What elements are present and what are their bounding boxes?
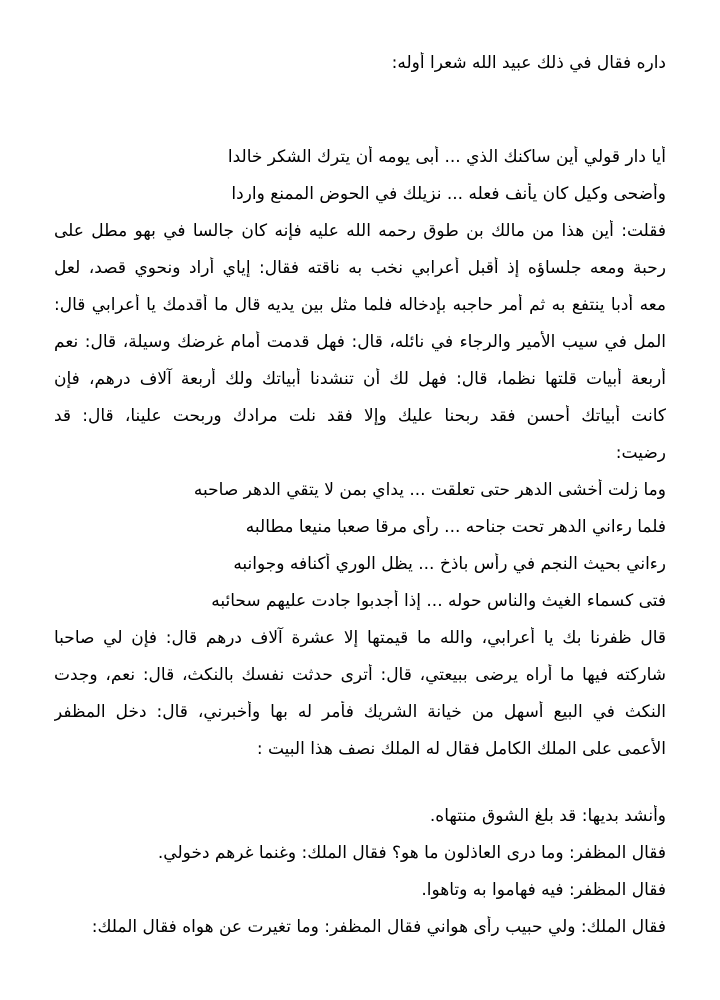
paragraph-line: أربعة أبيات قلتها نظما، قال: فهل لك أن تنشدنا أبياتك ولك أربعة آلاف درهم، فإن xyxy=(54,369,666,389)
paragraph-line: المل في سيب الأمير والرجاء في نائله، قال: فهل قدمت أمام غرضك وسيلة، قال: نعم xyxy=(54,332,666,352)
paragraph-line: معه أدبا ينتفع به ثم أمر حاجبه بإدخاله فلما مثل بين يديه قال ما أقدمك يا أعرابي قال: xyxy=(54,295,666,315)
poem-verse: وما زلت أخشى الدهر حتى تعلقت ... يداي بمن لا يتقي الدهر صاحبه xyxy=(193,480,666,500)
paragraph-line: كانت أبياتك أحسن فقد ربحنا عليك وإلا فقد نلت مرادك وربحت علينا، قال: قد xyxy=(54,406,666,426)
paragraph-line: رضيت: xyxy=(615,443,666,463)
paragraph-line: فقلت: أين هذا من مالك بن طوق رحمه الله عليه فإنه كان جالسا في بهو مطل على xyxy=(54,221,666,241)
paragraph-line: النكث في البيع أسهل من خيانة الشريك فأمر له بها وأخبرني، قال: دخل المظفر xyxy=(54,702,666,722)
poem-verse: وأضحى وكيل كان يأنف فعله ... نزيلك في الحوض الممنع واردا xyxy=(231,184,666,204)
poem-verse: أيا دار قولي أين ساكنك الذي ... أبى يومه أن يترك الشكر خالدا xyxy=(227,147,666,167)
paragraph-line: الأعمى على الملك الكامل فقال له الملك نصف هذا البيت : xyxy=(256,739,666,759)
poem-verse: فتى كسماء الغيث والناس حوله ... إذا أجدبوا جادت عليهم سحائبه xyxy=(211,591,666,611)
paragraph-line: رحبة ومعه جلساؤه إذ أقبل أعرابي نخب به ناقته فقال: إياي أراد ونحوي قصد، لعل xyxy=(54,258,666,278)
poem-verse: رءاني بحيث النجم في رأس باذخ ... يظل الوري أكنافه وجوانبه xyxy=(233,554,666,574)
paragraph-line: شاركته فيها ما أراه يرضى ببيعتي، قال: أترى حدثت نفسك بالنكث، قال: نعم، وجدت xyxy=(54,665,666,685)
intro-line: داره فقال في ذلك عبيد الله شعرا أوله: xyxy=(391,53,666,73)
poem-verse: فلما رءاني الدهر تحت جناحه ... رأى مرقا صعبا منيعا مطالبه xyxy=(245,517,666,537)
paragraph-line: قال ظفرنا بك يا أعرابي، والله ما قيمتها إلا عشرة آلاف درهم قال: فإن لي صاحبا xyxy=(54,628,666,648)
dialogue-line: وأنشد بديها: قد بلغ الشوق منتهاه. xyxy=(429,806,666,826)
dialogue-line: فقال الملك: ولي حبيب رأى هواني فقال المظفر: وما تغيرت عن هواه فقال الملك: xyxy=(91,917,666,937)
dialogue-line: فقال المظفر: فيه فهاموا به وتاهوا. xyxy=(421,880,666,900)
dialogue-line: فقال المظفر: وما درى العاذلون ما هو؟ فقال الملك: وغنما غرهم دخولي. xyxy=(157,843,666,863)
